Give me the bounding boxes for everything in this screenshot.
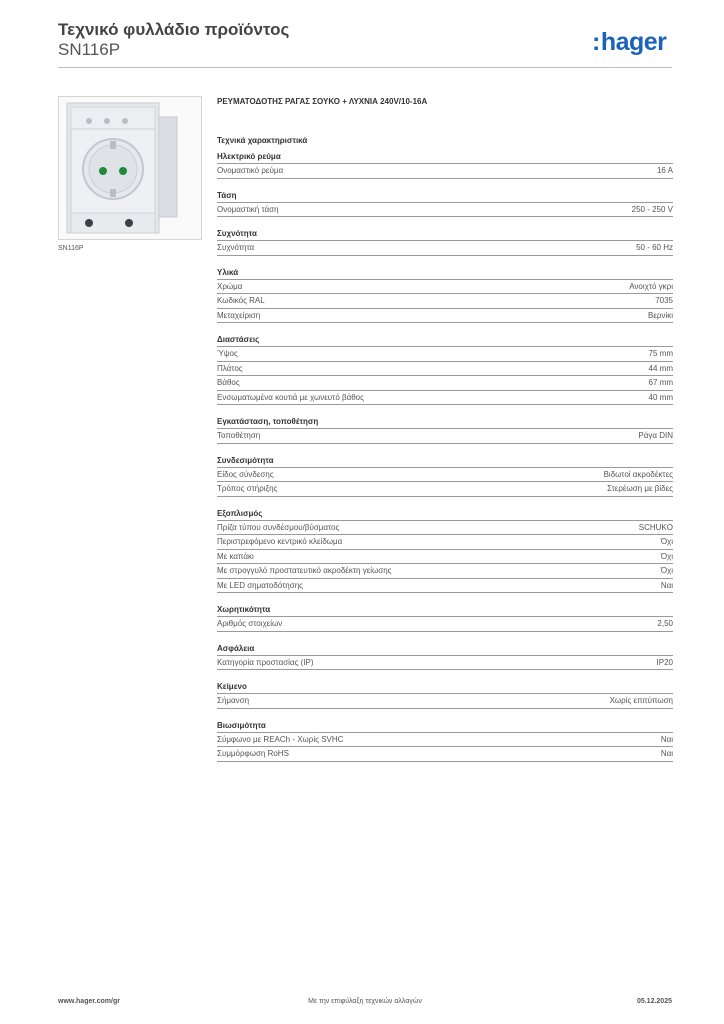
spec-label: Αριθμός στοιχείων — [217, 619, 283, 628]
spec-value: SCHUKO — [638, 522, 673, 532]
spec-group — [217, 603, 673, 632]
spec-row — [217, 391, 673, 406]
spec-row — [217, 733, 673, 748]
footer-notice: Με την επιφύλαξη τεχνικών αλλαγών — [308, 998, 422, 1005]
image-caption: SN116P — [58, 245, 84, 252]
spec-group-title: Συχνότητα — [217, 227, 673, 241]
spec-label: Περιστρεφόμενο κεντρικό κλείδωμα — [217, 537, 343, 546]
spec-row — [217, 362, 673, 377]
spec-label: Βάθος — [217, 378, 240, 387]
spec-group-title: Εγκατάσταση, τοποθέτηση — [217, 415, 673, 429]
product-image — [58, 96, 202, 240]
footer-date: 05.12.2025 — [636, 998, 672, 1005]
spec-label: Είδος σύνδεσης — [217, 469, 274, 479]
spec-row — [217, 535, 673, 550]
spec-value: Ναι — [660, 580, 673, 590]
spec-value: 2,50 — [657, 619, 673, 628]
spec-group — [217, 189, 673, 218]
socket-illustration — [59, 97, 201, 239]
spec-label: Ονομαστική τάση — [217, 204, 279, 214]
spec-label: Σήμανση — [217, 696, 250, 705]
spec-row — [217, 164, 673, 179]
spec-row — [217, 564, 673, 579]
spec-value: Όχι — [660, 537, 673, 546]
spec-row — [217, 280, 673, 295]
spec-group-title: Διαστάσεις — [217, 333, 673, 347]
spec-row — [217, 429, 673, 444]
spec-value: Χωρίς επιτύπωση — [609, 696, 673, 705]
spec-row — [217, 521, 673, 536]
spec-row — [217, 482, 673, 497]
spec-group — [217, 507, 673, 594]
document-title: Τεχνικό φυλλάδιο προϊόντος — [58, 20, 290, 39]
spec-row — [217, 747, 673, 762]
spec-value: Στερέωση με βίδες — [607, 484, 673, 493]
spec-label: Συχνότητα — [217, 243, 255, 252]
spec-value: IP20 — [656, 657, 673, 667]
header-divider — [58, 67, 672, 68]
spec-group-title: Τάση — [217, 189, 673, 203]
spec-row — [217, 656, 673, 671]
spec-value: 44 mm — [648, 363, 673, 373]
spec-label: Με καπάκι — [217, 551, 254, 561]
spec-value: 75 mm — [648, 349, 673, 358]
spec-label: Σύμφωνο με REACh - Χωρίς SVHC — [217, 734, 344, 744]
spec-label: Ύψος — [217, 349, 238, 358]
spec-row — [217, 347, 673, 362]
spec-label: Ενσωματωμένα κουτιά με χωνευτό βάθος — [217, 392, 364, 402]
spec-row — [217, 376, 673, 391]
spec-group — [217, 454, 673, 497]
spec-group-title: Ηλεκτρικό ρεύμα — [217, 150, 673, 164]
spec-group — [217, 719, 673, 762]
spec-value: Βιδωτοί ακροδέκτες — [603, 469, 673, 479]
spec-group — [217, 415, 673, 444]
spec-label: Τοποθέτηση — [217, 431, 261, 440]
spec-row — [217, 241, 673, 256]
spec-group — [217, 227, 673, 256]
product-code: SN116P — [58, 40, 121, 59]
spec-row — [217, 309, 673, 324]
spec-groups — [217, 150, 673, 762]
spec-value: Ράγα DIN — [638, 431, 673, 440]
spec-label: Με στρογγυλό προστατευτικό ακροδέκτη γείωσης — [217, 566, 392, 575]
spec-label: Με LED σηματοδότησης — [217, 580, 303, 590]
product-title: ΡΕΥΜΑΤΟΔΟΤΗΣ ΡΑΓΑΣ ΣΟΥΚΟ + ΛΥΧΝΙΑ 240V/10-16A — [217, 97, 428, 106]
spec-label: Κωδικός RAL — [217, 296, 265, 305]
spec-value: 7035 — [655, 296, 673, 305]
spec-group-title: Εξοπλισμός — [217, 507, 673, 521]
spec-group — [217, 680, 673, 709]
spec-group — [217, 333, 673, 405]
spec-group — [217, 642, 673, 671]
spec-row — [217, 294, 673, 309]
spec-value: 67 mm — [648, 378, 673, 387]
footer-url[interactable]: www.hager.com/gr — [58, 998, 120, 1005]
spec-heading: Τεχνικά χαρακτηριστικά — [217, 136, 308, 145]
spec-label: Χρώμα — [217, 281, 243, 291]
spec-row — [217, 550, 673, 565]
spec-value: 50 - 60 Hz — [636, 243, 673, 252]
spec-group — [217, 266, 673, 324]
spec-label: Μεταχείριση — [217, 310, 261, 320]
spec-row — [217, 617, 673, 632]
spec-label: Συμμόρφωση RoHS — [217, 749, 289, 758]
spec-row — [217, 579, 673, 594]
document-header — [58, 20, 289, 60]
spec-label: Τρόπος στήριξης — [217, 484, 278, 493]
logo-text: hager — [600, 28, 667, 56]
spec-value: Όχι — [660, 551, 673, 561]
spec-group-title: Συνδεσιμότητα — [217, 454, 673, 468]
spec-row — [217, 468, 673, 483]
spec-group-title: Κείμενο — [217, 680, 673, 694]
spec-content — [217, 96, 673, 772]
hager-logo: :hager — [592, 28, 667, 56]
spec-label: Κατηγορία προστασίας (IP) — [217, 657, 314, 667]
spec-group-title: Βιωσιμότητα — [217, 719, 673, 733]
spec-group-title: Χωρητικότητα — [217, 603, 673, 617]
spec-value: Ναι — [660, 749, 673, 758]
spec-value: 40 mm — [648, 392, 673, 402]
spec-value: 16 A — [656, 166, 673, 175]
spec-value: Όχι — [660, 566, 673, 575]
spec-group-title: Ασφάλεια — [217, 642, 673, 656]
spec-row — [217, 203, 673, 218]
spec-label: Ονομαστικό ρεύμα — [217, 166, 284, 175]
spec-label: Πλάτος — [217, 363, 243, 373]
spec-label: Πρίζα τύπου συνδέσμου/βύσματος — [217, 522, 340, 532]
spec-group — [217, 150, 673, 179]
spec-value: Ανοιχτό γκρι — [629, 281, 673, 291]
spec-row — [217, 694, 673, 709]
spec-value: 250 - 250 V — [631, 204, 673, 214]
spec-group-title: Υλικά — [217, 266, 673, 280]
spec-value: Ναι — [660, 734, 673, 744]
spec-value: Βερνίκι — [647, 310, 673, 320]
